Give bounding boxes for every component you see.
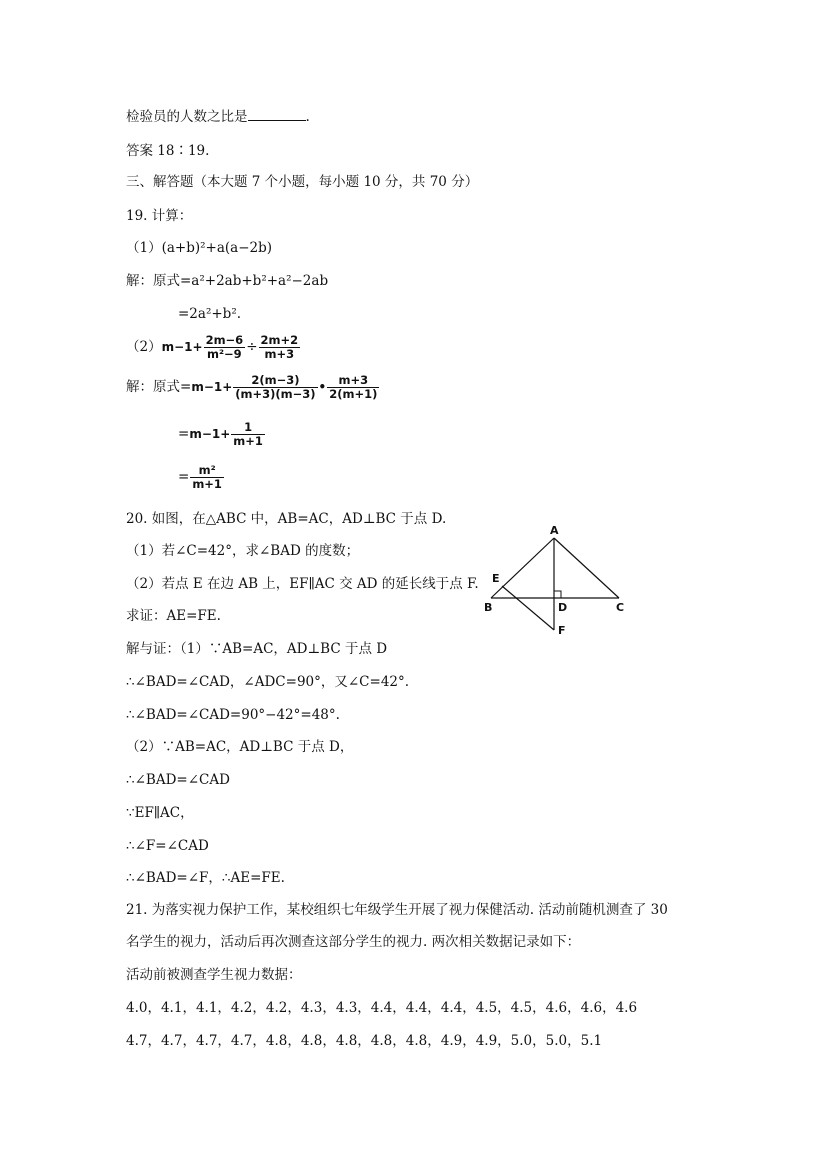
label-a: A [550, 524, 559, 537]
problem-19-title: 19. 计算： [126, 208, 193, 224]
solution-19-2-step2: =m−1+ $\frac{1}{m+1}$ [178, 420, 263, 448]
fraction: $\frac{2m+2}{m+3}$ [260, 333, 299, 361]
label-e: E [492, 572, 500, 585]
solution-20-3: ∴∠BAD=∠CAD=90°−42°=48°. [126, 707, 340, 723]
label-c: C [616, 601, 625, 614]
segment-ac [554, 538, 619, 598]
segment-ab [491, 538, 554, 598]
solution-20-6: ∵EF∥AC， [126, 805, 194, 821]
solution-19-2-step1: 解：原式=m−1+ $\frac{2(m-3)}{(m+3)(m-3)}$ • $\frac{m+3}{2(m+1)}$ [126, 373, 378, 401]
segment-ef [502, 586, 554, 630]
solution-20-5: ∴∠BAD=∠CAD [126, 772, 230, 788]
question-text: 检验员的人数之比是 [126, 109, 248, 125]
solution-19-1-step2: =2a²+b². [178, 306, 242, 322]
solution-19-1-step1: 解：原式=a²+2ab+b²+a²−2ab [126, 273, 329, 289]
problem-20-title: 20. 如图，在△ABC 中，AB=AC，AD⊥BC 于点 D. [126, 511, 447, 527]
fraction: $\frac{2m-6}{\text{m²−9}}$ [205, 333, 244, 361]
problem-19-part1: （1）(a+b)²+a(a−2b) [126, 240, 273, 256]
fraction: $\frac{2(m-3)}{(m+3)(m-3)}$ [235, 373, 316, 401]
fraction: $\frac{1}{m+1}$ [233, 420, 263, 448]
problem-19-part2: （2）m−1+ $\frac{2m-6}{\text{m²−9}}$ ÷ $\frac{2m+2}{m+3}$ [126, 333, 299, 361]
data-row-2: 4.7，4.7，4.7，4.7，4.8，4.8，4.8，4.8，4.8，4.9，4.9，5.0，5.0，5.1 [126, 1033, 603, 1049]
section-heading: 三、解答题（本大题 7 个小题，每小题 10 分，共 70 分） [126, 174, 479, 190]
fraction: $\frac{\text{m²}}{m+1}$ [192, 463, 222, 491]
solution-20-7: ∴∠F=∠CAD [126, 838, 209, 854]
label-b: B [484, 601, 493, 614]
problem-20-part2: （2）若点 E 在边 AB 上，EF∥AC 交 AD 的延长线于点 F. [126, 576, 479, 592]
solution-20-1: 解与证：（1）∵AB=AC，AD⊥BC 于点 D [126, 641, 388, 657]
solution-20-4: （2）∵AB=AC，AD⊥BC 于点 D， [126, 739, 354, 755]
data-row-1: 4.0，4.1，4.1，4.2，4.2，4.3，4.3，4.4，4.4，4.4，4.5，4.5，4.6，4.6，4.6 [126, 1000, 638, 1016]
problem-20-prove: 求证：AE=FE. [126, 608, 221, 624]
problem-20-part1: （1）若∠C=42°，求∠BAD 的度数； [126, 543, 360, 559]
data-heading: 活动前被测查学生视力数据： [126, 967, 302, 983]
label-f: F [558, 624, 566, 637]
answer-line: 答案 18∶19. [126, 143, 210, 159]
label-d: D [558, 601, 568, 614]
solution-20-8: ∴∠BAD=∠F，∴AE=FE. [126, 870, 285, 886]
answer-blank [248, 108, 306, 121]
fill-blank-question: 检验员的人数之比是 . [126, 109, 310, 125]
fraction: $\frac{m+3}{2(m+1)}$ [329, 373, 378, 401]
problem-21-line1: 21. 为落实视力保护工作，某校组织七年级学生开展了视力保健活动. 活动前随机测查了 30 [126, 902, 668, 918]
solution-19-2-step3: = $\frac{\text{m²}}{m+1}$ [178, 463, 222, 491]
triangle-figure [478, 520, 638, 645]
right-angle-mark [554, 591, 561, 598]
solution-20-2: ∴∠BAD=∠CAD，∠ADC=90°，又∠C=42°. [126, 674, 410, 690]
problem-21-line2: 名学生的视力，活动后再次测查这部分学生的视力. 两次相关数据记录如下： [126, 934, 581, 950]
